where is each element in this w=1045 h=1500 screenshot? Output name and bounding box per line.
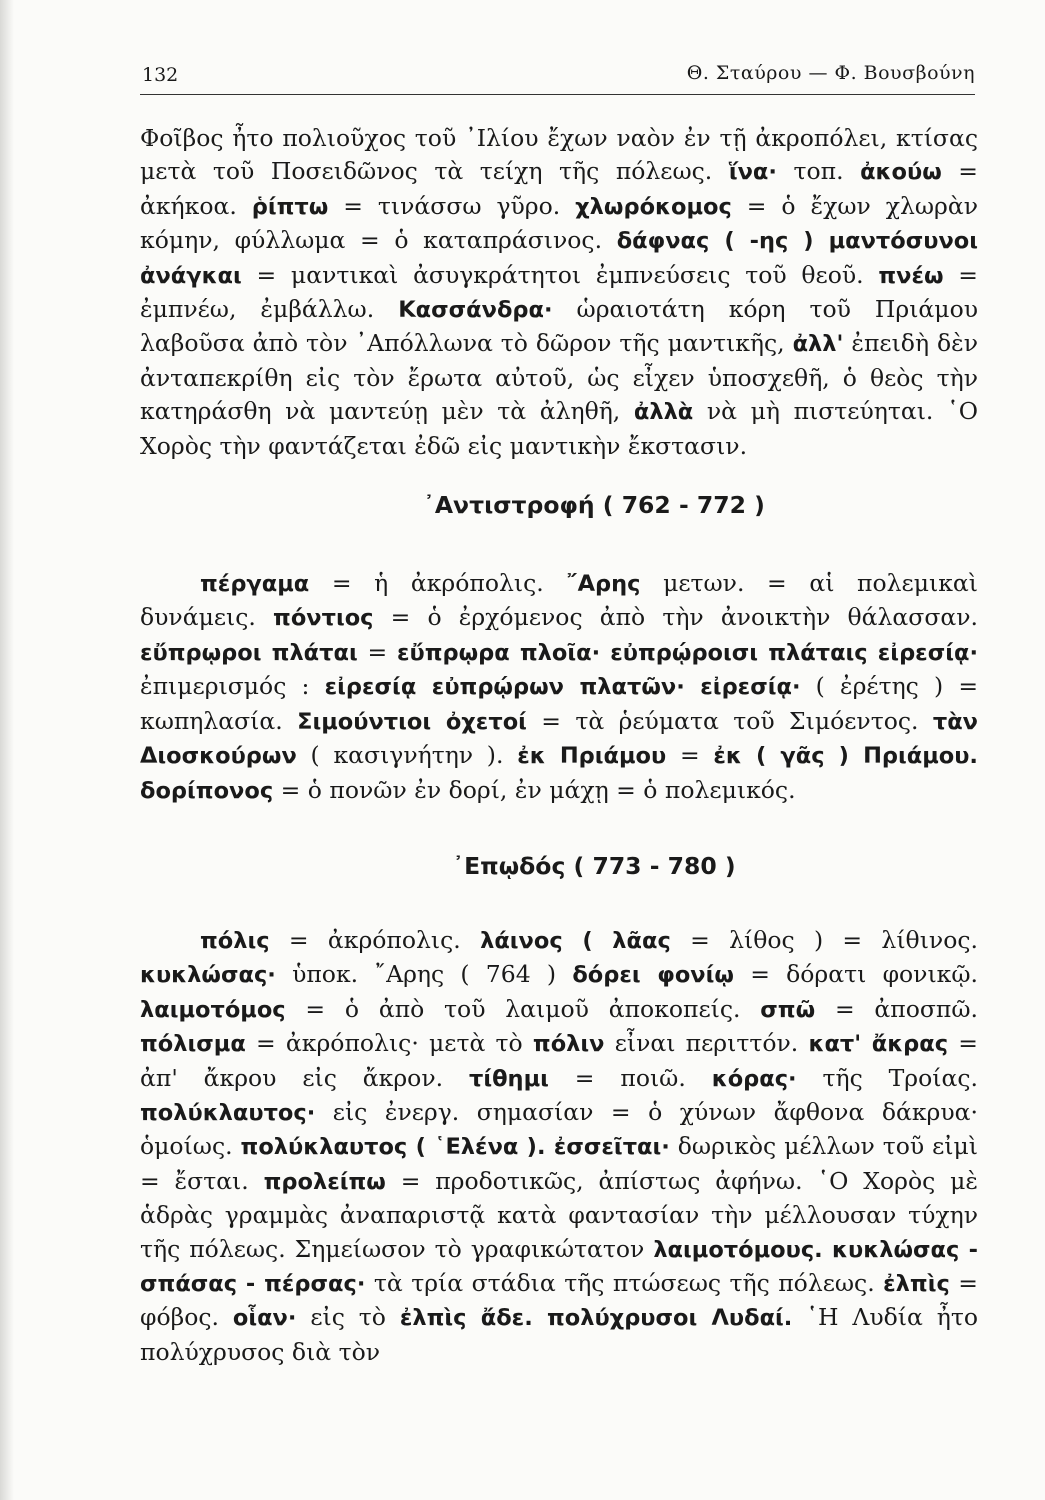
gloss-text: τὰ τρία στάδια τῆς πτώσεως τῆς πόλεως.: [365, 1268, 884, 1297]
gloss-text: εἰς τὸ: [296, 1303, 400, 1332]
gloss-text: = προδοτικῶς, ἀπίστως ἀφήνω. ῾Ο Χορὸς μὲ ἁδρὰς γραμμὰς ἀναπαριστᾷ κατὰ φαντασίαν τὴν μέλλουσαν τύχην τῆς πόλεως. Σημείωσον τὸ γραφικώτατον: [140, 1166, 978, 1263]
lemma-term: ἐλπὶς ἄδε. πολύχρυσοι Λυδαί.: [399, 1305, 793, 1332]
lemma-term: πόλις: [200, 927, 270, 954]
lemma-term: οἷαν·: [232, 1305, 297, 1332]
gloss-text: =: [357, 637, 397, 666]
lemma-term: προλείπω: [263, 1168, 386, 1195]
lemma-term: Σιμούντιοι ὀχετοί: [297, 708, 527, 735]
lemma-term: κυκλώσας·: [140, 962, 276, 989]
gloss-text: ῾Η Λυδία ἦτο πολύχρυσος διὰ τὸν: [140, 1303, 978, 1366]
gloss-text: ὑποκ. ῎Αρης ( 764 ): [275, 960, 573, 989]
gloss-text: = ἀπ' ἄκρου εἰς ἄκρον.: [140, 1029, 978, 1092]
lemma-term: εὔπρῳρα πλοῖα· εὐπρῴροισι πλάταις εἰρεσίᾳ·: [396, 639, 978, 666]
gloss-text: = ὁ πονῶν ἐν δορί, ἐν μάχῃ = ὁ πολεμικός.: [273, 775, 796, 804]
gloss-text: μετων. = αἱ πολεμικαὶ δυνάμεις.: [140, 569, 978, 632]
gloss-text: ( ἐρέτης ) = κωπηλασία.: [140, 672, 979, 735]
gloss-text: εἰς ἐνεργ. σημασίαν = ὁ χύνων ἄφθονα δάκρυα· ὁμοίως.: [140, 1097, 978, 1161]
lemma-term: ἀκούω: [860, 159, 942, 186]
lemma-term: ἐλπὶς: [883, 1270, 950, 1297]
gloss-text: = δόρατι φονικῷ.: [733, 960, 978, 989]
gloss-text: ἐπιμερισμός :: [140, 672, 325, 701]
gloss-text: ( κασιγνήτην ).: [296, 741, 518, 770]
gloss-text: = ἀκρόπολις· μετὰ τὸ: [245, 1029, 533, 1058]
lemma-term: εἰρεσίᾳ εὐπρῴρων πλατῶν· εἰρεσίᾳ·: [324, 674, 801, 701]
lemma-term: πνέω: [878, 262, 944, 289]
gloss-text: = ὁ ἔχων χλωρὰν κόμην, φύλλωμα = ὁ καταπράσινος.: [140, 191, 978, 255]
gloss-text: = ὁ ἀπὸ τοῦ λαιμοῦ ἀποκοπείς.: [285, 994, 761, 1023]
gloss-text: = λίθος ) = λίθινος.: [670, 925, 978, 954]
lemma-term: λαιμοτόμος: [140, 996, 286, 1023]
lemma-term: ἀλλὰ: [633, 399, 694, 426]
lemma-term: πολύκλαυτος ( ῾Ελένα ). ἐσσεῖται·: [240, 1134, 670, 1161]
gloss-text: ἐπειδὴ δὲν ἀνταπεκρίθη εἰς τὸν ἔρωτα αὐτοῦ, ὡς εἶχεν ὑποσχεθῆ, ὁ θεὸς τὴν κατηράσθη νὰ μαντεύῃ μὲν τὰ ἀληθῆ,: [140, 329, 979, 426]
gloss-text: = τὰ ῥεύματα τοῦ Σιμόεντος.: [526, 706, 933, 735]
running-head: Θ. Σταύρου — Φ. Βουσβούνη: [686, 62, 975, 84]
lemma-term: εὔπρῳροι πλάται: [140, 639, 358, 666]
lemma-term: ἵνα·: [728, 159, 777, 186]
gloss-text: νὰ μὴ πιστεύηται. ῾Ο Χορὸς τὴν φαντάζεται ἐδῶ εἰς μαντικὴν ἔκστασιν.: [140, 397, 978, 460]
lemma-term: ἀλλ': [792, 331, 844, 358]
commentary-paragraph-1: [140, 122, 978, 463]
lemma-term: δάφνας ( -ης ) μαντόσυνοι ἀνάγκαι: [140, 228, 979, 289]
lemma-term: ἐκ ( γᾶς ) Πριάμου. δορίπονος: [140, 743, 978, 804]
lemma-term: πόντιος: [273, 605, 374, 632]
gloss-text: = μαντικαὶ ἀσυγκράτητοι ἐμπνεύσεις τοῦ θεοῦ.: [241, 260, 879, 289]
gloss-text: τοπ.: [776, 157, 861, 186]
page-number: 132: [142, 64, 179, 86]
lemma-term: ἐκ Πριάμου: [517, 743, 667, 770]
antistrophe-heading: ᾿Αντιστροφή ( 762 - 772 ): [423, 491, 765, 520]
lemma-term: ῥίπτω: [251, 193, 329, 220]
lemma-term: κόρας·: [711, 1065, 797, 1092]
gloss-text: δωρικὸς μέλλων τοῦ εἰμὶ = ἔσται.: [140, 1132, 978, 1195]
lemma-term: λάινος ( λᾶας: [480, 927, 671, 954]
lemma-term: πόλιν: [532, 1031, 605, 1058]
gloss-text: = φόβος.: [140, 1268, 978, 1332]
commentary-paragraph-3: [140, 924, 978, 1369]
lemma-term: τίθημι: [468, 1065, 549, 1092]
page-header: [140, 52, 975, 95]
lemma-term: δόρει φονίῳ: [572, 962, 734, 989]
lemma-term: λαιμοτόμους. κυκλώσας - σπάσας - πέρσας·: [140, 1236, 979, 1297]
page-body: [140, 122, 978, 1369]
commentary-paragraph-2: [140, 567, 978, 808]
gloss-text: = ἀκρόπολις.: [269, 925, 481, 954]
gloss-text: = ἐμπνέω, ἐμβάλλω.: [140, 260, 978, 324]
gloss-text: =: [666, 741, 714, 770]
gloss-text: = ἀκήκοα.: [140, 157, 978, 220]
gloss-text: = ποιῶ.: [548, 1063, 712, 1092]
scan-shadow: [0, 0, 14, 1500]
gloss-text: τῆς Τροίας.: [796, 1063, 978, 1092]
lemma-term: πόλισμα: [140, 1031, 246, 1058]
lemma-term: πέργαμα: [200, 571, 310, 598]
lemma-term: ῎Αρης: [566, 571, 641, 598]
lemma-term: Κασσάνδρα·: [398, 297, 553, 324]
lemma-term: τὰν Διοσκούρων: [140, 708, 978, 770]
gloss-text: = τινάσσω γῦρο.: [328, 191, 576, 220]
lemma-term: πολύκλαυτος·: [140, 1099, 316, 1126]
gloss-text: Φοῖβος ἦτο πολιοῦχος τοῦ ᾿Ιλίου ἔχων ναὸν ἐν τῇ ἀκροπόλει, κτίσας μετὰ τοῦ Ποσειδῶνος τὰ τείχη τῆς πόλεως.: [140, 124, 978, 186]
gloss-text: ὡραιοτάτη κόρη τοῦ Πριάμου λαβοῦσα ἀπὸ τὸν ᾿Απόλλωνα τὸ δῶρον τῆς μαντικῆς,: [140, 295, 978, 358]
gloss-text: = ἡ ἀκρόπολις.: [309, 569, 567, 598]
lemma-term: κατ' ἄκρας: [808, 1031, 949, 1058]
lemma-term: χλωρόκομος: [575, 193, 732, 220]
lemma-term: σπῶ: [760, 996, 816, 1023]
epode-heading: ᾿Επῳδός ( 773 - 780 ): [452, 851, 736, 880]
gloss-text: εἶναι περιττόν.: [604, 1029, 809, 1058]
gloss-text: = ὁ ἐρχόμενος ἀπὸ τὴν ἀνοικτὴν θάλασσαν.: [373, 603, 978, 632]
gloss-text: = ἀποσπῶ.: [815, 994, 978, 1023]
